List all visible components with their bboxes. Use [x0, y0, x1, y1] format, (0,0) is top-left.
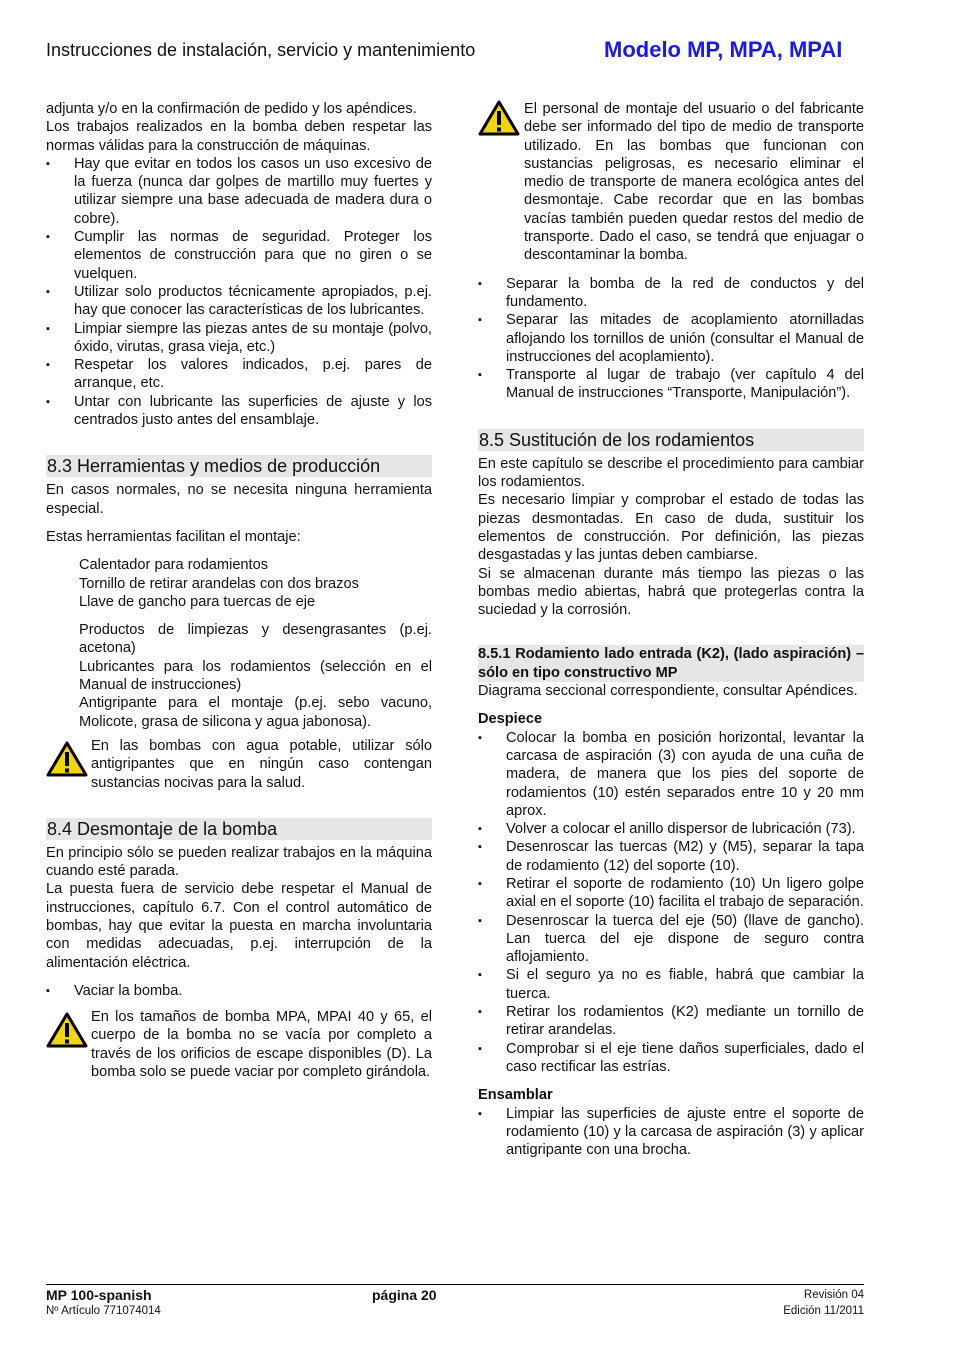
list-item: ▪ Colocar la bomba en posición horizontal, levantar la carcasa de aspiración (3) con ayuda de una cuña de madera, de manera que los pies del soporte de rodamientos (10) estén separados entre 10 y 20 mm aprox. — [478, 729, 864, 820]
bullet-list — [478, 1105, 864, 1160]
warning-note — [46, 1008, 432, 1081]
tools-list — [46, 556, 432, 731]
list-item: ▪ Respetar los valores indicados, p.ej. pares de arranque, etc. — [46, 356, 432, 393]
warning-note — [46, 737, 432, 792]
paragraph: En principio sólo se pueden realizar trabajos en la máquina cuando esté parada. — [46, 844, 432, 880]
list-item: ▪ Retirar los rodamientos (K2) mediante un tornillo de retirar arandelas. — [478, 1003, 864, 1040]
header-title: Instrucciones de instalación, servicio y mantenimiento — [46, 40, 476, 60]
footer-page-number: página 20 — [372, 1287, 437, 1303]
list-item: Productos de limpiezas y desengrasantes (p.ej. acetona) — [79, 622, 432, 657]
footer-edition: Edición 11/2011 — [783, 1305, 864, 1317]
subsection-heading-8-5-1: 8.5.1 Rodamiento lado entrada (K2), (lado aspiración) – sólo en tipo constructivo MP — [478, 646, 864, 681]
list-item: ▪ Separar las mitades de acoplamiento atornilladas aflojando los tornillos de unión (consultar el Manual de instrucciones del acoplamiento). — [478, 311, 864, 366]
list-item: ▪ Limpiar siempre las piezas antes de su montaje (polvo, óxido, virutas, grasa vieja, etc.) — [46, 320, 432, 357]
list-item: ▪ Desenroscar las tuercas (M2) y (M5), separar la tapa de rodamiento (12) del soporte (10). — [478, 838, 864, 875]
footer-revision: Revisión 04 — [803, 1289, 864, 1301]
warning-text: El personal de montaje del usuario o del fabricante debe ser informado del tipo de medio de transporte utilizado. En las bombas que funcionan con sustancias peligrosas, es necesario eliminar el medio de transporte de manera ecológica antes del desmontaje. Cabe recordar que en las bombas vacías también pueden quedar restos del medio de transporte. Dado el caso, se tendrá que enjuagar o descontaminar la bomba. — [524, 101, 864, 264]
list-item: ▪ Hay que evitar en todos los casos un uso excesivo de la fuerza (nunca dar golpes de martillo muy fuertes y utilizar siempre una base adecuada de madera dura o cobre). — [46, 155, 432, 228]
list-item: Antigripante para el montaje (p.ej. sebo vacuno, Molicote, grasa de silicona y agua jabonosa). — [79, 695, 432, 730]
warning-triangle-icon — [46, 737, 91, 782]
paragraph: Es necesario limpiar y comprobar el estado de todas las piezas desmontadas. En caso de duda, sustituir los elementos de construcción. Por definición, las piezas desgastadas y las juntas deben cambiarse. — [478, 492, 864, 564]
list-item: Tornillo de retirar arandelas con dos brazos — [79, 575, 359, 592]
section-heading-8-3: 8.3 Herramientas y medios de producción — [46, 455, 432, 477]
list-item: ▪ Si el seguro ya no es fiable, habrá que cambiar la tuerca. — [478, 966, 864, 1003]
list-item: ▪ Volver a colocar el anillo dispersor de lubricación (73). — [478, 820, 864, 838]
bullet-list — [478, 729, 864, 1077]
paragraph: En casos normales, no se necesita ninguna herramienta especial. — [46, 482, 432, 517]
paragraph: Diagrama seccional correspondiente, consultar Apéndices. — [478, 683, 858, 700]
list-item: ▪ Retirar el soporte de rodamiento (10) Un ligero golpe axial en el soporte (10) facilita el trabajo de separación. — [478, 875, 864, 912]
footer-divider — [46, 1284, 864, 1285]
list-item: ▪ Comprobar si el eje tiene daños superficiales, dado el caso rectificar las estrías. — [478, 1040, 864, 1077]
paragraph: La puesta fuera de servicio debe respetar el Manual de instrucciones, capítulo 6.7. Con el control automático de bombas, hay que evitar la puesta en marcha involuntaria con medidas adecuadas, p.ej. interrupción de la alimentación eléctrica. — [46, 881, 432, 971]
bullet-list — [46, 155, 432, 429]
bullet-list — [46, 982, 432, 1000]
warning-text: En las bombas con agua potable, utilizar sólo antigripantes que en ningún caso contengan sustancias nocivas para la salud. — [91, 737, 432, 791]
model-title: Modelo MP, MPA, MPAI — [604, 37, 843, 62]
list-item: ▪ Desenroscar la tuerca del eje (50) (llave de gancho). Lan tuerca del eje dispone de seguro contra aflojamiento. — [478, 912, 864, 967]
warning-triangle-icon — [478, 100, 524, 141]
footer-document-name: MP 100-spanish — [46, 1287, 152, 1303]
list-item: ▪ Limpiar las superficies de ajuste entre el soporte de rodamiento (10) y la carcasa de aspiración (3) y aplicar antigripante con una brocha. — [478, 1105, 864, 1160]
despiece-label: Despiece — [478, 711, 543, 728]
list-item: Llave de gancho para tuercas de eje — [79, 593, 316, 610]
warning-text: En los tamaños de bomba MPA, MPAI 40 y 65, el cuerpo de la bomba no se vacía por completo a través de los orificios de escape disponibles (D). La bomba solo se puede vaciar por completo girándola. — [91, 1009, 432, 1081]
intro-paragraph: adjunta y/o en la confirmación de pedido y los apéndices. — [46, 101, 417, 117]
left-column — [46, 100, 432, 1081]
paragraph: Estas herramientas facilitan el montaje: — [46, 528, 301, 545]
list-item: ▪ Vaciar la bomba. — [46, 982, 432, 1000]
bullet-list — [478, 275, 864, 403]
paragraph: Si se almacenan durante más tiempo las piezas o las bombas medio abiertas, habrá que protegerlas contra la suciedad y la corrosión. — [478, 565, 864, 619]
list-item: Calentador para rodamientos — [79, 557, 269, 574]
right-column — [478, 100, 864, 1159]
list-item: ▪ Utilizar solo productos técnicamente apropiados, p.ej. hay que conocer las características de los lubricantes. — [46, 283, 432, 320]
warning-triangle-icon — [46, 1008, 91, 1053]
list-item: ▪ Transporte al lugar de trabajo (ver capítulo 4 del Manual de instrucciones “Transporte, Manipulación”). — [478, 366, 864, 403]
list-item: ▪ Untar con lubricante las superficies de ajuste y los centrados justo antes del ensamblaje. — [46, 393, 432, 430]
intro-paragraph: Los trabajos realizados en la bomba deben respetar las normas válidas para la construcción de máquinas. — [46, 119, 432, 154]
section-heading-8-4: 8.4 Desmontaje de la bomba — [46, 818, 432, 840]
list-item: ▪ Cumplir las normas de seguridad. Proteger los elementos de construcción para que no giren o se vuelquen. — [46, 228, 432, 283]
paragraph: En este capítulo se describe el procedimiento para cambiar los rodamientos. — [478, 455, 864, 491]
footer-article-number: Nº Artículo 771074014 — [46, 1305, 161, 1317]
section-heading-8-5: 8.5 Sustitución de los rodamientos — [478, 429, 864, 451]
ensamblar-label: Ensamblar — [478, 1087, 553, 1104]
list-item: ▪ Separar la bomba de la red de conductos y del fundamento. — [478, 275, 864, 312]
list-item: Lubricantes para los rodamientos (selección en el Manual de instrucciones) — [79, 658, 432, 694]
warning-note — [478, 100, 864, 265]
